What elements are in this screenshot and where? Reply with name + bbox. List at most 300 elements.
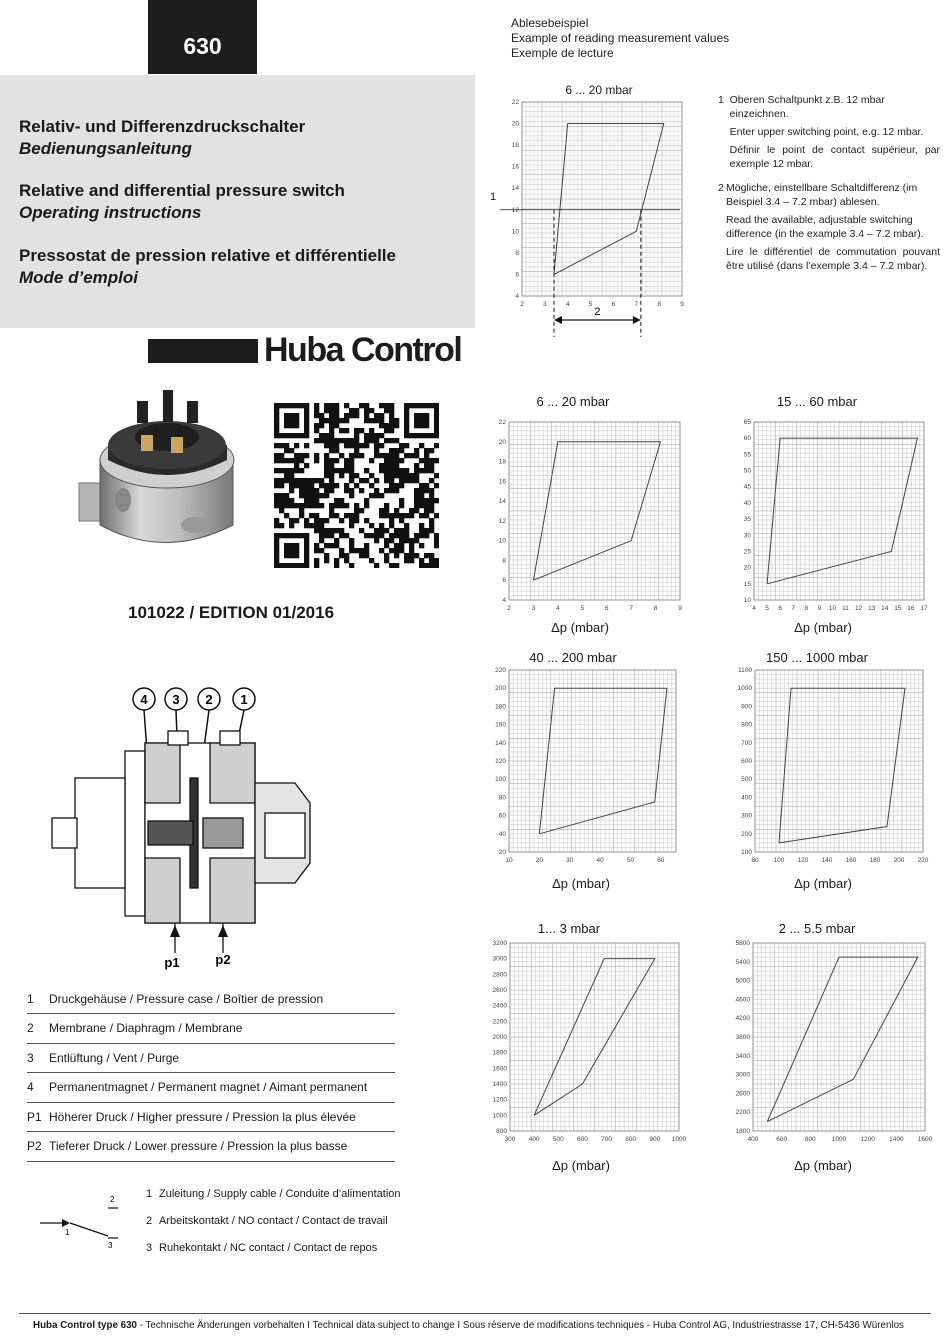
x-tick-label: 400 — [528, 1136, 540, 1143]
qr-module — [389, 478, 394, 483]
qr-module — [389, 513, 394, 518]
x-tick-label: 100 — [773, 857, 785, 864]
qr-module — [314, 558, 319, 563]
x-tick-label: 11 — [842, 605, 849, 612]
qr-module — [314, 563, 319, 568]
qr-module — [304, 428, 309, 433]
qr-module — [369, 428, 374, 433]
qr-module — [284, 458, 289, 463]
qr-module — [334, 528, 339, 533]
qr-module — [419, 433, 424, 438]
qr-module — [284, 533, 289, 538]
qr-module — [304, 498, 309, 503]
qr-module — [309, 483, 314, 488]
qr-module — [329, 418, 334, 423]
diagram-label-1: 1 — [240, 692, 248, 707]
y-tick-label: 220 — [495, 667, 506, 674]
qr-module — [299, 483, 304, 488]
y-tick-label: 1100 — [738, 667, 752, 674]
qr-module — [314, 403, 319, 408]
qr-module — [389, 468, 394, 473]
qr-module — [344, 503, 349, 508]
title-en — [19, 180, 345, 224]
edition-label: 101022 / EDITION 01/2016 — [128, 603, 335, 622]
y-tick-label: 22 — [498, 419, 506, 426]
qr-module — [374, 478, 379, 483]
qr-module — [329, 478, 334, 483]
qr-module — [369, 408, 374, 413]
qr-module — [384, 478, 389, 483]
qr-module — [314, 488, 319, 493]
qr-module — [349, 478, 354, 483]
qr-module — [329, 403, 334, 408]
qr-module — [334, 498, 339, 503]
step-1-num: 1 — [718, 94, 724, 106]
qr-module — [424, 468, 429, 473]
switch-label-2: 2 — [110, 1195, 115, 1204]
qr-module — [389, 533, 394, 538]
qr-module — [394, 423, 399, 428]
qr-module — [409, 558, 414, 563]
qr-module — [274, 413, 279, 418]
qr-module — [389, 448, 394, 453]
qr-module — [359, 443, 364, 448]
qr-module — [344, 458, 349, 463]
qr-module — [284, 548, 289, 553]
qr-module — [384, 558, 389, 563]
qr-module — [294, 403, 299, 408]
qr-module — [274, 543, 279, 548]
qr-module — [339, 428, 344, 433]
qr-module — [394, 418, 399, 423]
contact-text: Zuleitung / Supply cable / Conduite d’alimentation — [159, 1188, 401, 1200]
qr-module — [394, 473, 399, 478]
y-tick-label: 800 — [496, 1128, 507, 1135]
qr-module — [344, 483, 349, 488]
qr-module — [334, 423, 339, 428]
qr-module — [349, 408, 354, 413]
y-tick-label: 4 — [502, 597, 506, 604]
qr-module — [414, 503, 419, 508]
qr-module — [419, 513, 424, 518]
x-tick-label: 6 — [611, 301, 616, 308]
qr-module — [324, 528, 329, 533]
qr-module — [324, 518, 329, 523]
x-tick-label: 7 — [634, 301, 639, 308]
qr-module — [334, 483, 339, 488]
y-tick-label: 10 — [498, 537, 506, 545]
x-tick-label: 13 — [868, 605, 876, 612]
qr-module — [324, 458, 329, 463]
qr-module — [319, 418, 324, 423]
y-tick-label: 8 — [515, 249, 519, 257]
qr-module — [404, 443, 409, 448]
qr-module — [404, 473, 409, 478]
qr-module — [349, 488, 354, 493]
qr-module — [359, 553, 364, 558]
qr-module — [379, 548, 384, 553]
qr-module — [379, 493, 384, 498]
qr-module — [319, 413, 324, 418]
qr-module — [429, 498, 434, 503]
qr-module — [344, 533, 349, 538]
qr-module — [349, 518, 354, 523]
qr-module — [349, 443, 354, 448]
qr-module — [389, 563, 394, 568]
qr-module — [279, 443, 284, 448]
qr-module — [424, 448, 429, 453]
qr-module — [319, 518, 324, 523]
qr-module — [314, 518, 319, 523]
qr-module — [284, 433, 289, 438]
qr-module — [304, 543, 309, 548]
qr-module — [349, 453, 354, 458]
qr-module — [409, 473, 414, 478]
qr-module — [314, 423, 319, 428]
y-tick-label: 55 — [743, 451, 751, 459]
qr-module — [284, 503, 289, 508]
qr-module — [394, 453, 399, 458]
qr-module — [394, 488, 399, 493]
qr-module — [369, 418, 374, 423]
qr-module — [299, 403, 304, 408]
logo-bar — [148, 339, 258, 363]
qr-module — [274, 418, 279, 423]
qr-module — [274, 498, 279, 503]
x-tick-label: 8 — [657, 301, 661, 308]
qr-module — [304, 453, 309, 458]
qr-module — [399, 473, 404, 478]
qr-module — [279, 468, 284, 473]
x-tick-label: 9 — [678, 605, 682, 612]
footer-bold: Huba Control type 630 — [33, 1320, 137, 1331]
qr-module — [394, 553, 399, 558]
qr-module — [329, 508, 334, 513]
qr-module — [424, 458, 429, 463]
qr-module — [349, 468, 354, 473]
legend-num: P1 — [27, 1109, 42, 1124]
qr-module — [394, 468, 399, 473]
qr-module — [274, 433, 279, 438]
qr-module — [404, 478, 409, 483]
qr-module — [304, 483, 309, 488]
qr-module — [374, 433, 379, 438]
x-tick-label: 8 — [804, 605, 809, 612]
qr-module — [314, 438, 319, 443]
qr-module — [289, 543, 294, 548]
qr-module — [429, 478, 434, 483]
qr-module — [414, 473, 419, 478]
y-tick-label: 6 — [502, 577, 506, 585]
qr-module — [384, 503, 389, 508]
qr-module — [419, 563, 424, 568]
qr-module — [404, 408, 409, 413]
chart-title: 1... 3 mbar — [537, 921, 601, 936]
qr-module — [289, 533, 294, 538]
qr-module — [359, 403, 364, 408]
qr-module — [304, 538, 309, 543]
y-tick-label: 2400 — [492, 1002, 507, 1010]
qr-module — [324, 453, 329, 458]
qr-module — [389, 518, 394, 523]
qr-module — [309, 478, 314, 483]
qr-module — [414, 538, 419, 543]
x-tick-label: 4 — [752, 605, 756, 612]
qr-module — [304, 488, 309, 493]
qr-module — [344, 418, 349, 423]
qr-module — [329, 428, 334, 433]
legend-text: Höherer Druck / Higher pressure / Pression la plus élevée — [49, 1109, 356, 1124]
qr-module — [389, 403, 394, 408]
qr-module — [304, 403, 309, 408]
qr-module — [399, 533, 404, 538]
y-tick-label: 16 — [511, 163, 519, 171]
x-tick-label: 6 — [604, 605, 609, 612]
qr-module — [424, 488, 429, 493]
qr-module — [399, 538, 404, 543]
x-tick-label: 120 — [797, 857, 809, 864]
qr-module — [339, 498, 344, 503]
qr-module — [324, 418, 329, 423]
qr-module — [434, 563, 439, 568]
qr-module — [364, 498, 369, 503]
qr-module — [374, 418, 379, 423]
qr-module — [399, 548, 404, 553]
qr-module — [419, 493, 424, 498]
qr-module — [344, 558, 349, 563]
qr-module — [379, 463, 384, 468]
x-tick-label: 7 — [629, 605, 633, 612]
qr-module — [334, 558, 339, 563]
qr-module — [434, 458, 439, 463]
qr-module — [344, 438, 349, 443]
x-tick-label: 16 — [907, 605, 915, 612]
y-tick-label: 18 — [511, 142, 519, 150]
qr-module — [404, 413, 409, 418]
legend-row — [27, 1102, 395, 1132]
chart-6-20-mbar — [490, 413, 690, 618]
qr-module — [349, 493, 354, 498]
x-tick-label: 900 — [649, 1136, 661, 1143]
qr-module — [394, 458, 399, 463]
qr-module — [384, 513, 389, 518]
qr-module — [409, 433, 414, 438]
qr-module — [404, 538, 409, 543]
qr-module — [334, 563, 339, 568]
qr-module — [309, 498, 314, 503]
qr-module — [399, 513, 404, 518]
y-tick-label: 12 — [511, 206, 519, 214]
qr-module — [379, 443, 384, 448]
qr-module — [354, 503, 359, 508]
y-tick-label: 14 — [498, 498, 506, 506]
y-tick-label: 10 — [511, 228, 519, 236]
x-tick-label: 40 — [596, 857, 604, 864]
qr-module — [339, 453, 344, 458]
y-tick-label: 160 — [495, 721, 506, 729]
qr-module — [424, 418, 429, 423]
y-tick-label: 4 — [515, 293, 519, 300]
qr-module — [389, 438, 394, 443]
qr-module — [359, 428, 364, 433]
x-tick-label: 1200 — [860, 1136, 875, 1143]
qr-module — [414, 433, 419, 438]
legend-row — [27, 1043, 395, 1073]
chart-x-label: Δp (mbar) — [552, 1158, 610, 1173]
qr-module — [304, 433, 309, 438]
qr-module — [329, 438, 334, 443]
qr-module — [429, 553, 434, 558]
qr-module — [349, 548, 354, 553]
switch-symbol — [38, 1190, 128, 1252]
qr-module — [274, 468, 279, 473]
arrow-head-right — [633, 316, 641, 324]
y-tick-label: 22 — [511, 99, 519, 106]
qr-module — [409, 508, 414, 513]
qr-module — [289, 518, 294, 523]
qr-module — [334, 418, 339, 423]
qr-module — [284, 468, 289, 473]
qr-module — [309, 493, 314, 498]
qr-module — [289, 458, 294, 463]
qr-module — [434, 423, 439, 428]
qr-module — [274, 558, 279, 563]
qr-module — [374, 538, 379, 543]
qr-module — [399, 518, 404, 523]
step-2-de: Mögliche, einstellbare Schaltdifferenz (im Beispiel 3.4 – 7.2 mbar) ablesen. — [725, 182, 918, 208]
qr-module — [339, 473, 344, 478]
product-photo — [75, 385, 245, 560]
qr-module — [374, 493, 379, 498]
y-tick-label: 600 — [741, 758, 752, 765]
qr-module — [304, 533, 309, 538]
qr-module — [384, 438, 389, 443]
qr-module — [359, 478, 364, 483]
qr-module — [339, 533, 344, 538]
qr-module — [289, 488, 294, 493]
qr-module — [384, 468, 389, 473]
step-2-fr: Lire le différentiel de commutation pouvant être utilisé (dans l’exemple 3.4 – 7.2 mbar). — [725, 246, 940, 272]
qr-module — [384, 463, 389, 468]
qr-module — [399, 478, 404, 483]
qr-module — [434, 543, 439, 548]
qr-module — [379, 523, 384, 528]
qr-module — [334, 513, 339, 518]
switch-label-3: 3 — [108, 1241, 113, 1250]
reading-heading-fr: Exemple de lecture — [511, 46, 614, 60]
qr-module — [289, 423, 294, 428]
qr-module — [379, 418, 384, 423]
qr-module — [419, 488, 424, 493]
qr-module — [394, 438, 399, 443]
qr-module — [389, 473, 394, 478]
qr-module — [304, 523, 309, 528]
y-tick-label: 500 — [741, 776, 752, 784]
qr-module — [289, 553, 294, 558]
legend-row — [27, 1073, 395, 1103]
qr-module — [359, 548, 364, 553]
qr-module — [404, 528, 409, 533]
qr-module — [384, 553, 389, 558]
y-tick-label: 30 — [743, 532, 751, 540]
qr-module — [394, 563, 399, 568]
qr-module — [399, 503, 404, 508]
y-tick-label: 20 — [511, 120, 519, 128]
qr-module — [299, 563, 304, 568]
qr-module — [314, 453, 319, 458]
qr-module — [324, 463, 329, 468]
qr-module — [334, 408, 339, 413]
qr-module — [334, 438, 339, 443]
qr-module — [434, 473, 439, 478]
y-tick-label: 1000 — [737, 685, 752, 693]
qr-module — [329, 473, 334, 478]
qr-module — [419, 458, 424, 463]
qr-module — [429, 563, 434, 568]
diagram-p1: p1 — [164, 955, 180, 970]
legend-text: Entlüftung / Vent / Purge — [49, 1050, 180, 1065]
qr-module — [349, 473, 354, 478]
x-tick-label: 4 — [565, 301, 570, 308]
qr-module — [419, 503, 424, 508]
qr-module — [284, 543, 289, 548]
qr-module — [409, 478, 414, 483]
qr-module — [339, 528, 344, 533]
qr-module — [409, 553, 414, 558]
qr-module — [399, 483, 404, 488]
qr-module — [294, 563, 299, 568]
qr-module — [314, 498, 319, 503]
x-tick-label: 12 — [854, 605, 863, 612]
qr-module — [319, 528, 324, 533]
qr-module — [374, 533, 379, 538]
y-tick-label: 40 — [498, 830, 506, 838]
qr-module — [364, 433, 369, 438]
qr-module — [329, 448, 334, 453]
qr-module — [369, 493, 374, 498]
qr-module — [379, 403, 384, 408]
chart-title: 2 ... 5.5 mbar — [778, 921, 856, 936]
qr-module — [389, 408, 394, 413]
qr-module — [339, 503, 344, 508]
qr-module — [329, 443, 334, 448]
y-tick-label: 1200 — [492, 1096, 507, 1104]
qr-module — [344, 468, 349, 473]
qr-module — [274, 403, 279, 408]
qr-module — [434, 513, 439, 518]
y-tick-label: 100 — [495, 776, 506, 784]
x-tick-label: 200 — [893, 857, 905, 864]
qr-module — [354, 428, 359, 433]
qr-module — [284, 478, 289, 483]
qr-module — [424, 533, 429, 538]
qr-module — [339, 548, 344, 553]
qr-module — [404, 423, 409, 428]
qr-module — [399, 543, 404, 548]
contact-num: 1 — [146, 1188, 153, 1200]
qr-module — [369, 433, 374, 438]
qr-module — [339, 418, 344, 423]
step-2-num: 2 — [718, 182, 724, 194]
qr-module — [289, 418, 294, 423]
x-tick-label: 1000 — [671, 1136, 687, 1143]
qr-module — [344, 463, 349, 468]
qr-module — [284, 513, 289, 518]
y-tick-label: 3200 — [492, 940, 507, 947]
qr-module — [294, 533, 299, 538]
qr-module — [429, 488, 434, 493]
qr-module — [424, 498, 429, 503]
